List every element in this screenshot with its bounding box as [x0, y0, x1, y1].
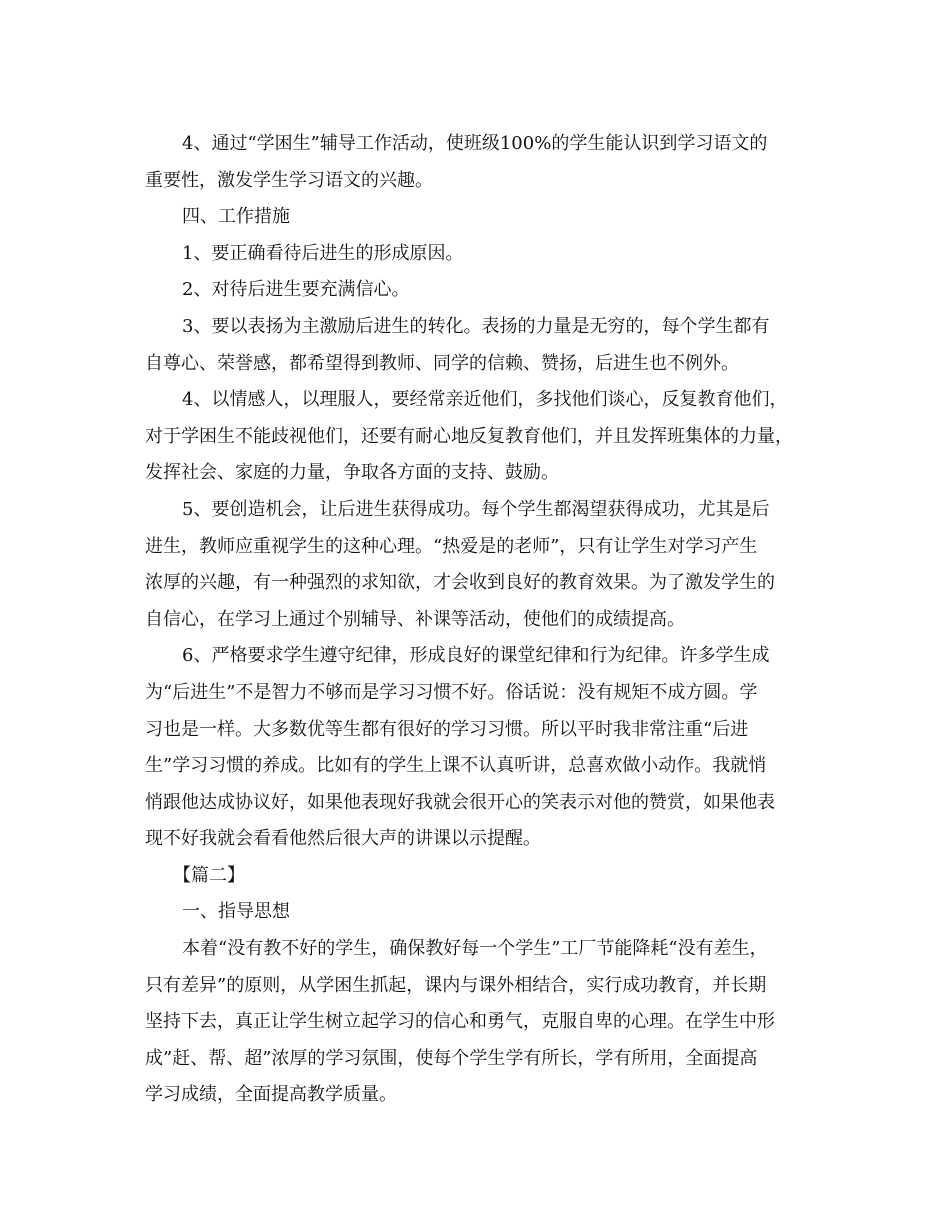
paragraph-line: 现不好我就会看看他然后很大声的讲课以示提醒。 — [145, 828, 541, 850]
paragraph-line: 坚持下去，真正让学生树立起学习的信心和勇气，克服自卑的心理。在学生中形 — [145, 1011, 775, 1033]
paragraph-line: 6、严格要求学生遵守纪律，形成良好的课堂纪律和行为纪律。许多学生成 — [182, 645, 770, 667]
paragraph-line: 成”赶、帮、超”浓厚的学习氛围，使每个学生学有所长，学有所用，全面提高 — [145, 1047, 758, 1069]
paragraph-line: 重要性，激发学生学习语文的兴趣。 — [145, 169, 433, 191]
paragraph-line: 5、要创造机会，让后进生获得成功。每个学生都渴望获得成功，尤其是后 — [182, 498, 770, 520]
paragraph-line: 1、要正确看待后进生的形成原因。 — [182, 242, 464, 264]
section-heading: 四、工作措施 — [182, 206, 290, 228]
paragraph-line: 4、通过“学困生”辅导工作活动，使班级100%的学生能认识到学习语文的 — [182, 133, 768, 154]
paragraph-line: 4、以情感人，以理服人，要经常亲近他们，多找他们谈心，反复教育他们， — [182, 389, 788, 411]
paragraph-line: 2、对待后进生要充满信心。 — [182, 279, 410, 301]
paragraph-line: 生”学习习惯的养成。比如有的学生上课不认真听讲，总喜欢做小动作。我就悄 — [145, 755, 767, 777]
paragraph-line: 自尊心、荣誉感，都希望得到教师、同学的信赖、赞扬，后进生也不例外。 — [145, 352, 739, 374]
section-heading: 一、指导思想 — [182, 901, 290, 923]
paragraph-line: 发挥社会、家庭的力量，争取各方面的支持、鼓励。 — [145, 462, 559, 484]
paragraph-line: 本着“没有教不好的学生，确保教好每一个学生”工厂节能降耗“没有差生， — [182, 938, 768, 960]
paragraph-line: 为“后进生”不是智力不够而是学习习惯不好。俗话说：没有规矩不成方圆。学 — [145, 681, 758, 703]
paragraph-line: 学习成绩，全面提高教学质量。 — [145, 1084, 397, 1106]
paragraph-line: 进生，教师应重视学生的这种心理。“热爱是的老师”，只有让学生对学习产生 — [145, 535, 758, 557]
paragraph-line: 悄跟他达成协议好，如果他表现好我就会很开心的笑表示对他的赞赏，如果他表 — [145, 791, 775, 813]
part-heading: 【篇二】 — [173, 864, 245, 886]
paragraph-line: 只有差异”的原则，从学困生抓起，课内与课外相结合，实行成功教育，并长期 — [145, 974, 767, 996]
paragraph-line: 3、要以表扬为主激励后进生的转化。表扬的力量是无穷的，每个学生都有 — [182, 315, 770, 337]
paragraph-line: 浓厚的兴趣，有一种强烈的求知欲，才会收到良好的教育效果。为了激发学生的 — [145, 572, 775, 594]
paragraph-line: 对于学困生不能歧视他们，还要有耐心地反复教育他们，并且发挥班集体的力量， — [145, 425, 793, 447]
document-body — [145, 126, 810, 1114]
paragraph-line: 自信心，在学习上通过个别辅导、补课等活动，使他们的成绩提高。 — [145, 608, 685, 630]
paragraph-line: 习也是一样。大多数优等生都有很好的学习习惯。所以平时我非常注重“后进 — [145, 718, 749, 740]
